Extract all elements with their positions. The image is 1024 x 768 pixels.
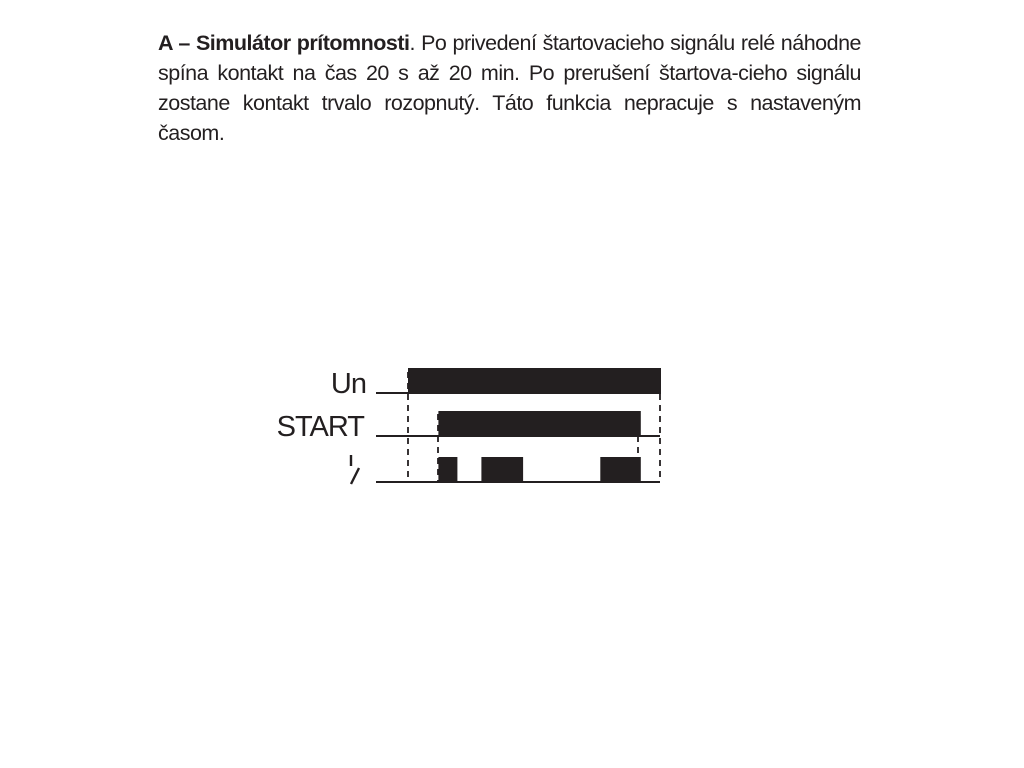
relay-contact-icon bbox=[351, 455, 359, 484]
signal-label-start: START bbox=[276, 411, 364, 443]
pulse-contact-3 bbox=[600, 457, 641, 483]
function-title: A – Simulátor prítomnosti bbox=[158, 31, 410, 55]
pulse-start-1 bbox=[438, 411, 640, 437]
pulse-contact-1 bbox=[438, 457, 457, 483]
signal-label-un: Un bbox=[330, 368, 366, 400]
pulse-layer bbox=[408, 368, 661, 483]
function-text: . Po privedení štartovacieho signálu relé náhodne spína kontakt na čas 20 s až 20 min. Po prerušení štartova-cieho signálu zostane kontakt trvalo rozopnutý. Táto funkcia nepracuje s nastaveným časom. bbox=[158, 31, 862, 145]
pulse-un-1 bbox=[408, 368, 661, 394]
pulse-contact-2 bbox=[481, 457, 523, 483]
